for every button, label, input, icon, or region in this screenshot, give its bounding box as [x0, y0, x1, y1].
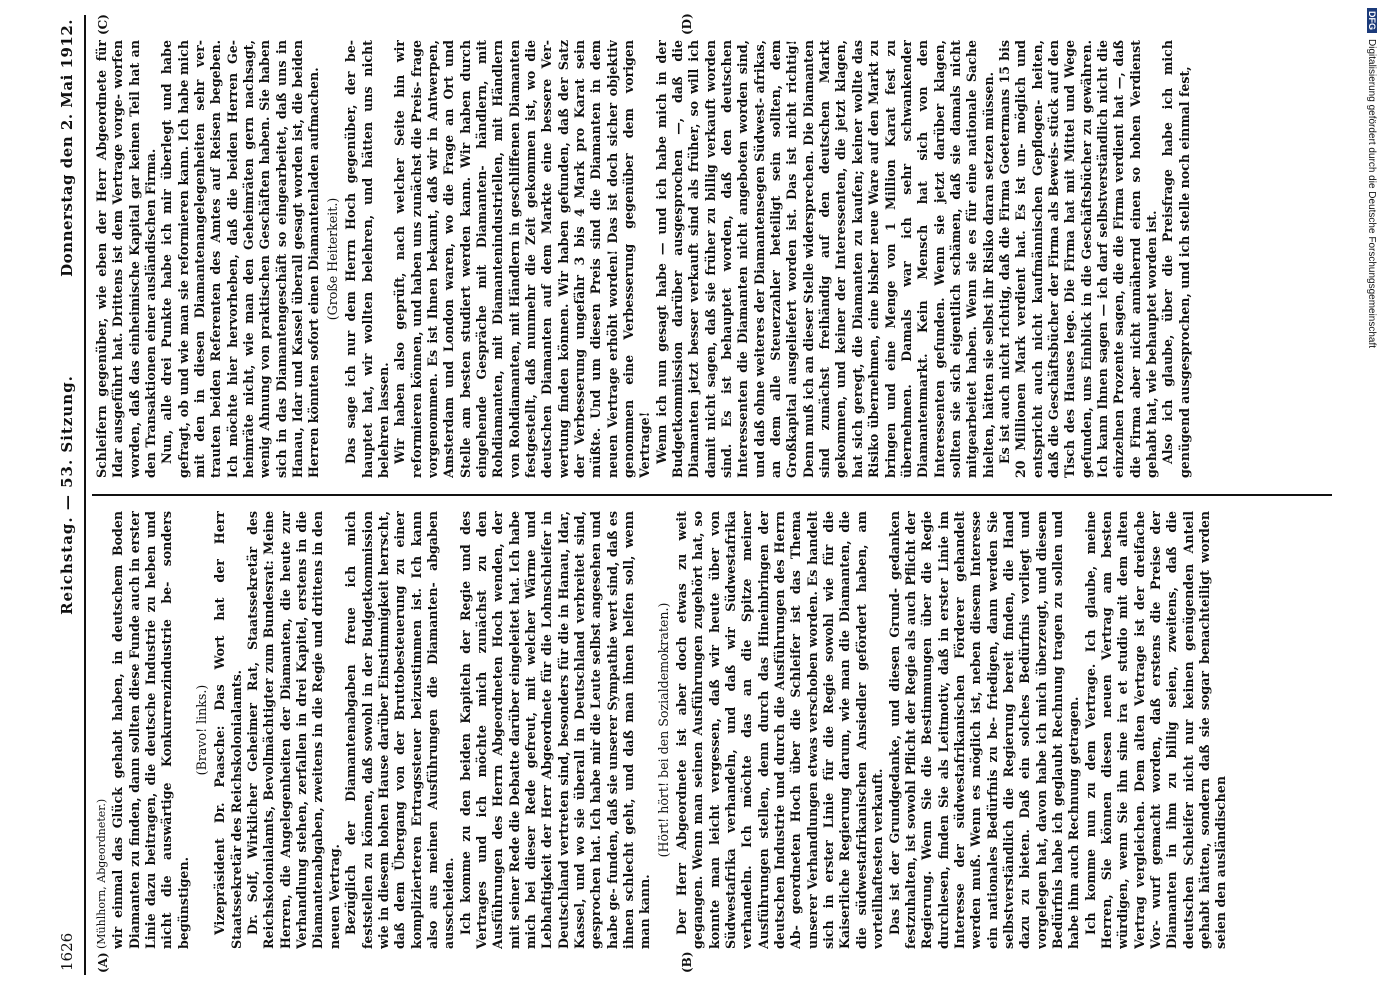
paragraph: Vizepräsident Dr. Paasche: Das Wort hat der Herr Staatssekretär des Reichskolonialamts.	[212, 511, 244, 949]
paragraph: Ich komme zu den beiden Kapiteln der Regie und des Vertrages und ich möchte mich zunächst zu den Ausführungen des Herrn Abgeordneten Hoch wenden, der mit seiner Rede die Debatte darüber eingeleitet hat. Ich habe mich bei dieser Rede gefreut, mit welcher Wärme und Lebhaftigkeit der Herr Abgeordnete für die Lohnschleifer in Deutschland vertreten sind, besonders für die in Hanau, Idar, Kassel, und wo sie überall in Deutschland verbreitet sind, gesprochen hat. Ich habe mir die Leute selbst angesehen und habe ge- funden, daß sie unserer Sympathie wert sind, daß es ihnen schlecht geht, und daß man ihnen helfen soll, wenn man kann.	[457, 511, 653, 949]
paragraph: Das sage ich nur dem Herrn Hoch gegenüber, der be- hauptet hat, wir wollten belehren, und hätten uns nicht belehren lassen.	[343, 40, 391, 478]
digitization-credit	[1366, 8, 1380, 992]
paragraph: Schleifern gegenüber, wie eben der Herr Abgeordnete für Idar ausgeführt hat. Drittens ist dem Vertrage vorge- worfen worden, daß das einheimische Kapital gar keinen Teil hat an den Transaktionen einer ausländischen Firma.	[94, 40, 159, 478]
page-header	[54, 15, 84, 975]
column-divider	[92, 494, 1332, 496]
paragraph: (Große Heiterkeit.)	[324, 197, 340, 321]
paragraph: Also ich glaube, über die Preisfrage habe ich mich genügend ausgesprochen, und ich stelle noch einmal fest,	[1160, 40, 1192, 478]
paragraph: (Hört! hört! bei den Sozialdemokraten.)	[655, 602, 671, 858]
paragraph: Dr. Solf, Wirklicher Geheimer Rat, Staatssekretär des Reichskolonialamts, Bevollmächtigter zum Bundesrat: Meine Herren, die Angelegenheiten der Diamanten, die heute zur Verhandlung stehen, zerfallen in drei Kapitel, erstens in die Diamantenabgaben, zweitens in die Regie und drittens in den neuen Vertrag.	[245, 511, 342, 949]
margin-marker-d: (D)	[680, 13, 694, 35]
document-page	[48, 15, 1338, 975]
page-number: 1626	[58, 932, 76, 971]
header-rule	[84, 15, 86, 975]
paragraph: Das ist der Grundgedanke, und diesen Grund- gedanken festzuhalten, ist sowohl Pflicht der Regie als auch Pflicht der Regierung. Wenn Sie die Bestimmungen über die Regie durchlesen, finden Sie als Leitmotiv, daß in erster Linie im Interesse der südwestafrikanischen Förderer gehandelt werden muß. Wenn es möglich ist, neben diesem Interesse ein nationales Bedürfnis zu be- friedigen, dann werden Sie selbstverständlich die Regierung bereit finden, die Hand dazu zu bieten. Daß ein solches Bedürfnis vorliegt und vorgelegen hat, davon habe ich mich überzeugt, und diesem Bedürfnis habe ich geglaubt Rechnung tragen zu sollen und habe ihm auch Rechnung getragen.	[886, 511, 1082, 949]
paragraph: (Bravo! links.)	[194, 684, 210, 776]
paragraph: Ich komme nun zu dem Vertrage. Ich glaube, meine Herren, Sie können diesen neuen Vertrag am besten würdigen, wenn Sie ihn sine ira et studio mit dem alten Vertrag vergleichen. Dem alten Vertrage ist der dreifache Vor- wurf gemacht worden, daß erstens die Preise der Diamanten in ihm zu billig seien, zweitens, daß die deutschen Schleifer nicht nur keinen genügenden Anteil gehabt hätten, sondern daß sie sogar benachteiligt worden seien den ausländischen	[1082, 511, 1229, 949]
margin-marker-c: (C)	[96, 14, 110, 35]
digitization-credit-text: Digitalisierung gefördert durch die Deutsche Forschungsgemeinschaft	[1366, 39, 1378, 349]
session-date: Donnerstag den 2. Mai 1912.	[58, 19, 76, 277]
paragraph: Der Herr Abgeordnete ist aber doch etwas zu weit gegangen. Wenn man seinen Ausführungen zugehört hat, so konnte man leicht vergessen, daß wir heute über von Südwestafrika verhandeln, und daß wir Südwestafrika verhandeln. Ich möchte das an die Spitze meiner Ausführungen stellen, denn durch das Hineinbringen der deutschen Industrie und durch die Ausführungen des Herrn Ab- geordneten Hoch über die Schleifer ist das Thema unserer Verhandlungen etwas verschoben worden. Es handelt sich in erster Linie für die Regie sowohl wie für die Kaiserliche Regierung darum, wie man die Diamanten, die die südwestafrikanischen Ansiedler gefördert haben, am vorteilhaftesten verkauft.	[674, 511, 886, 949]
paragraph: Wenn ich nun gesagt habe — und ich habe mich in der Budgetkommission darüber ausgesprochen —, daß die Diamanten jetzt besser verkauft sind als früher, so will ich damit nicht sagen, daß sie früher zu billig verkauft worden sind. Es ist behauptet worden, daß den deutschen Interessenten die Diamanten nicht angeboten worden sind, und daß ohne weiteres der Diamantensegen Südwest- afrikas, an dem alle Steuerzahler beteiligt sein sollten, dem Großkapital ausgeliefert worden ist. Das ist nicht richtig! Denn muß ich an dieser Stelle widersprechen. Die Diamanten sind zunächst freihändig auf den deutschen Markt gekommen, und keiner der Interessenten, die jetzt klagen, hat sich geregt, die Diamanten zu kaufen; keiner wollte das Risiko übernehmen, eine bisher neue Ware auf den Markt zu bringen und eine Menge von 1 Million Karat fest zu übernehmen. Damals war ich sehr schwankender Diamantenmarkt. Kein Mensch hat sich von den Interessenten gefunden. Wenn sie jetzt darüber klagen, sollten sie sich eigentlich schämen, daß sie damals nicht mitgearbeitet haben. Wenn sie es für eine nationale Sache hielten, hätten sie selbst ihr Risiko daran setzen müssen.	[653, 40, 996, 478]
paragraph: Nun, alle drei Punkte habe ich mir überlegt und habe gefragt, ob und wie man sie reformieren kann. Ich habe mich mit den in diesen Diamantenangelegenheiten sehr ver- trauten beiden Referenten des Amtes auf Reisen begeben. Ich möchte hier hervorheben, daß die beiden Herren Ge- heimräte nicht, wie man den Geheimräten gern nachsagt, wenig Ahnung von praktischen Geschäften haben. Sie haben sich in das Diamantengeschäft so eingearbeitet, daß uns in Hanau, Idar und Kassel überall gesagt worden ist, die beiden Herren könnten sofort einen Diamantenladen aufmachen.	[159, 40, 322, 478]
paragraph: wir einmal das Glück gehabt haben, in deutschem Boden Diamanten zu finden, dann sollten diese Funde auch in erster Linie dazu beitragen, die deutsche Industrie zu heben und nicht die auswärtige Konkurrenzindustrie be- sonders begünstigen.	[110, 511, 191, 949]
paragraph: (Mühlhorn, Abgeordneter.)	[95, 798, 108, 949]
left-text-column	[94, 511, 1334, 949]
margin-marker-b: (B)	[680, 951, 694, 973]
paragraph: Wir haben also geprüft, nach welcher Seite hin wir reformieren können, und haben uns zunächst die Preis- frage vorgenommen. Es ist Ihnen bekannt, daß wir in Antwerpen, Amsterdam und London waren, wo die Frage an Ort und Stelle am besten studiert werden kann. Wir haben durch eingehende Gespräche mit Diamanten- händlern, mit Rohdiamanten, mit Diamantenindustriellen, mit Händlern von Rohdiamanten, mit Händlern in geschliffenen Diamanten festgestellt, daß nunmehr die Zeit gekommen ist, wo die deutschen Diamanten auf dem Markte eine bessere Ver- wertung finden können. Wir haben gefunden, daß der Satz der Verbesserung ungefähr 3 bis 4 Mark pro Karat sein müßte. Und um diesen Preis sind die Diamanten in dem neuen Vertrage erhöht worden! Das ist doch sicher objektiv genommen eine Verbesserung gegenüber dem vorigen Vertrage!	[392, 40, 653, 478]
page-title: Reichstag. — 53. Sitzung.	[58, 375, 76, 615]
paragraph: Bezüglich der Diamantenabgaben freue ich mich feststellen zu können, daß sowohl in der Budgetkommission wie in diesem hohen Hause darüber Einstimmigkeit herrscht, daß dem Übergang von der Bruttobesteuerung zu einer komplizierteren Ertragssteuer beizustimmen ist. Ich kann also aus meinen Ausführungen die Diamanten- abgaben ausscheiden.	[343, 511, 457, 949]
paragraph: Es ist auch nicht richtig, daß die Firma Goetermans 15 bis 20 Millionen Mark verdient hat. Es ist un- möglich und entspricht auch nicht kaufmännischen Gepflogen- heiten, daß die Geschäftsbücher der Firma als Beweis- stück auf den Tisch des Hauses lege. Die Firma hat mit Mittel und Wege gefunden, uns Einblick in die Geschäftsbücher zu gewähren. Ich kann Ihnen sagen — ich darf selbstverständlich nicht die einzelnen Prozente sagen, die die Firma verdient hat —, daß die Firma aber nicht annähernd einen so hohen Verdienst gehabt hat, wie behauptet worden ist.	[996, 40, 1159, 478]
right-text-column	[94, 40, 1334, 478]
dfg-logo: DFG	[1367, 8, 1377, 33]
margin-marker-a: (A)	[96, 952, 110, 973]
